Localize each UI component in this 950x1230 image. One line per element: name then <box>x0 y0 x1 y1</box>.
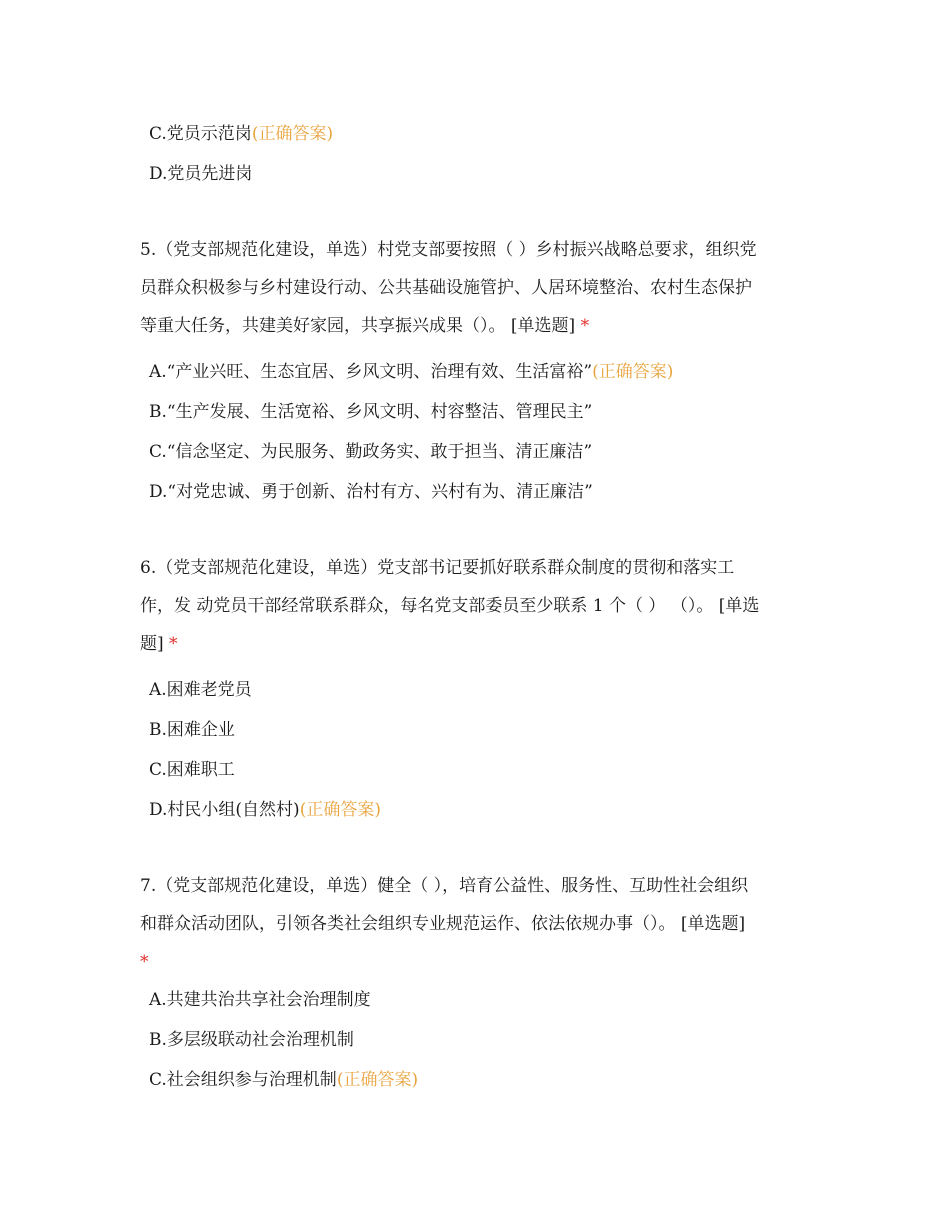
option-5c <box>149 440 592 464</box>
option-4c <box>149 122 333 146</box>
option-text: C.“信念坚定、为民服务、勤政务实、敢于担当、清正廉洁” <box>149 442 593 462</box>
correct-answer-label: (正确答案) <box>299 800 381 820</box>
correct-answer-label: (正确答案) <box>592 362 674 382</box>
option-text: B.“生产发展、生活宽裕、乡风文明、村容整洁、管理民主” <box>149 402 593 422</box>
question-text-line: 7.（党支部规范化建设，单选）健全（ ），培育公益性、服务性、互助性社会组织 <box>140 876 749 896</box>
option-4d <box>149 162 252 186</box>
question-7 <box>140 867 812 981</box>
question-text-line: 作，发 动党员干部经常联系群众，每名党支部委员至少联系 1 个（ ） （）。 [单选 <box>140 596 760 616</box>
option-text: A.“产业兴旺、生态宜居、乡风文明、治理有效、生活富裕” <box>149 362 593 382</box>
option-5a <box>149 360 673 384</box>
question-text-line <box>140 943 812 981</box>
option-6d <box>149 798 381 822</box>
question-text-line: 题] * <box>140 634 178 654</box>
option-5b <box>149 400 592 424</box>
option-text: B.多层级联动社会治理机制 <box>149 1030 354 1050</box>
required-mark: * <box>140 952 149 972</box>
option-text: C.党员示范岗 <box>149 124 252 144</box>
question-text-line: 和群众活动团队，引领各类社会组织专业规范运作、依法依规办事（）。 [单选题] <box>140 914 746 934</box>
question-5 <box>140 231 812 345</box>
option-text: D.党员先进岗 <box>149 164 253 184</box>
required-mark: * <box>169 634 178 654</box>
option-text: A.共建共治共享社会治理制度 <box>149 990 371 1010</box>
option-text: C.社会组织参与治理机制 <box>149 1070 337 1090</box>
question-text-line: 等重大任务，共建美好家园，共享振兴成果（）。 [单选题] * <box>140 316 590 336</box>
correct-answer-label: (正确答案) <box>251 124 334 144</box>
option-text: D.村民小组(自然村) <box>149 800 300 820</box>
question-text-line: 员群众积极参与乡村建设行动、公共基础设施管护、人居环境整治、农村生态保护 <box>140 278 752 298</box>
option-text: D.“对党忠诚、勇于创新、治村有方、兴村有为、清正廉洁” <box>149 482 593 502</box>
option-6a <box>149 678 252 702</box>
option-5d <box>149 480 593 504</box>
option-text: B.困难企业 <box>149 720 235 740</box>
option-7c <box>149 1068 418 1092</box>
required-mark: * <box>580 316 590 336</box>
question-text-line: 5.（党支部规范化建设，单选）村党支部要按照（ ）乡村振兴战略总要求，组织党 <box>140 240 757 260</box>
option-6c <box>149 758 235 782</box>
option-text: C.困难职工 <box>149 760 235 780</box>
option-text: A.困难老党员 <box>149 680 252 700</box>
option-6b <box>149 718 235 742</box>
option-7b <box>149 1028 354 1052</box>
correct-answer-label: (正确答案) <box>336 1070 419 1090</box>
option-7a <box>149 988 371 1012</box>
question-6 <box>140 549 812 663</box>
question-text-line: 6.（党支部规范化建设，单选）党支部书记要抓好联系群众制度的贯彻和落实工 <box>140 558 735 578</box>
